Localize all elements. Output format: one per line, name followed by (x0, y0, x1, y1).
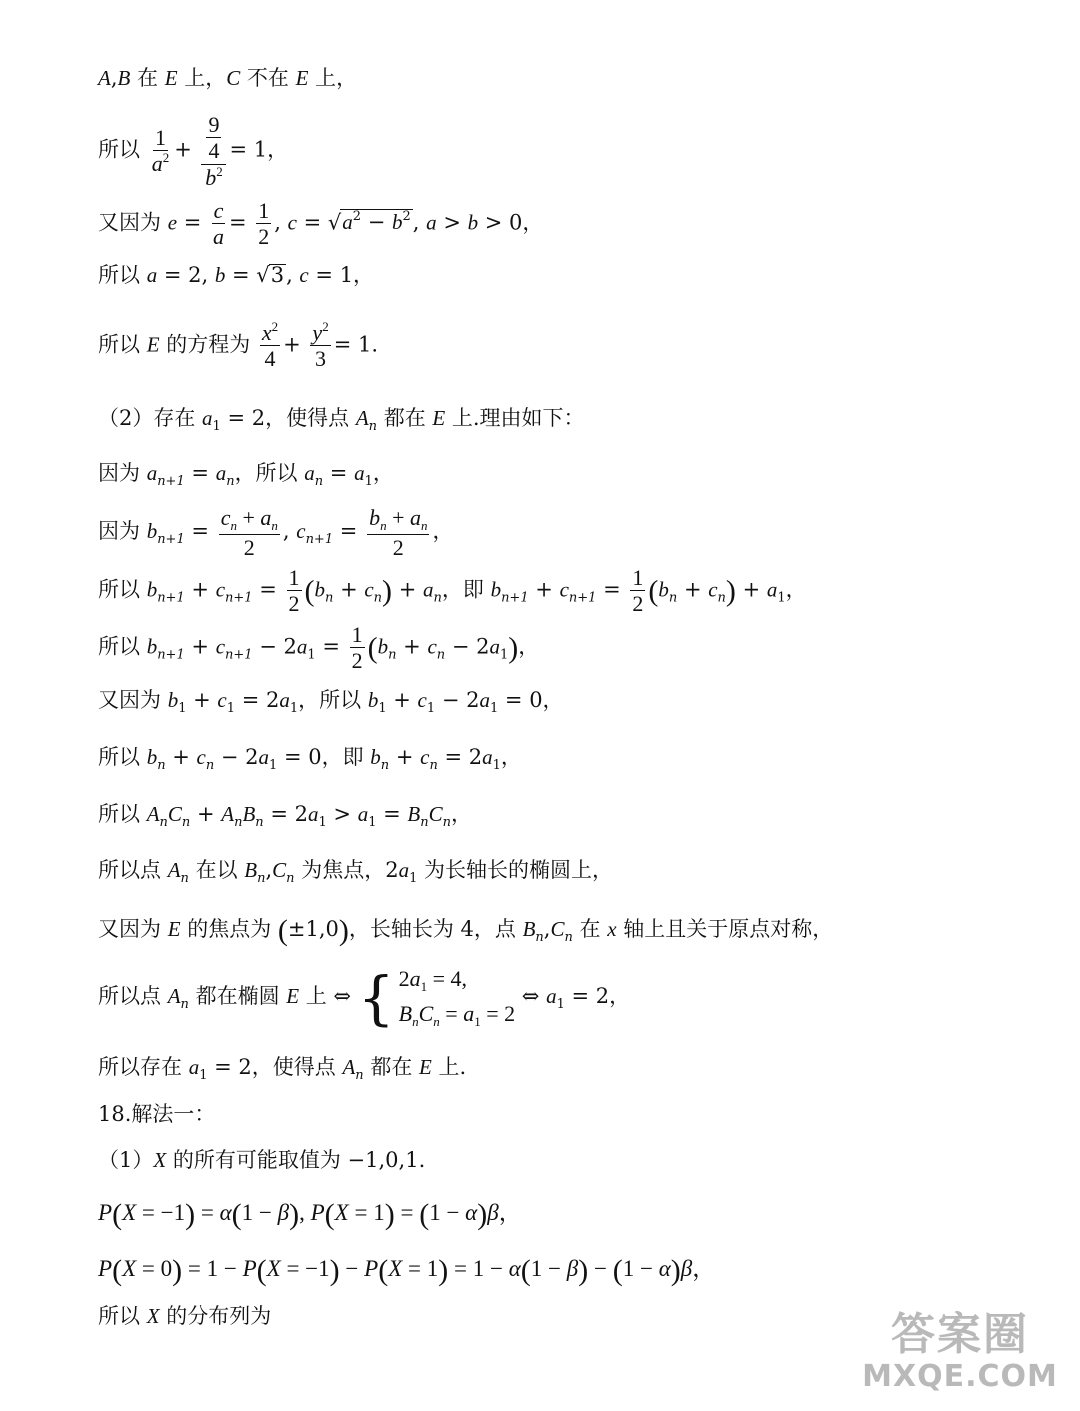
solution-line-17: 所以存在 $a_1 = 2$，使得点 $A_n$ 都在 E 上. (98, 1055, 467, 1083)
solution-line-19: （1）X 的所有可能取值为 −1,0,1. (98, 1148, 426, 1172)
solution-line-5: 所以 E 的方程为 $\frac{x^2}{4}$ + $\frac{y^2}{3}$ = 1. (98, 319, 378, 372)
solution-line-9: 所以 $b_{n+1} + c_{n+1}$ = $\frac{1}{2}$ $(b_n + c_n) + a_n$，即 $b_{n+1} + c_{n+1}$ = $\frac{1}{2}$ $(b_n + c_n) + a_1$， (98, 565, 807, 617)
solution-line-10: 所以 $b_{n+1} + c_{n+1} - 2a_1$ = $\frac{1}{2}$ $(b_n + c_n - 2a_1)$， (98, 622, 540, 674)
solution-line-15: 又因为 E 的焦点为 (±1,0)，长轴长为 4，点 $B_n,C_n$ 在 x 轴上且关于原点对称， (98, 914, 834, 947)
solution-line-13: 所以 $A_nC_n + A_nB_n = 2a_1 > a_1 = B_nC_n$， (98, 802, 473, 830)
watermark-logo-domain: MXQE.COM (862, 1359, 1058, 1394)
solution-line-16: 所以点 $A_n$ 都在椭圆 E 上 ⇔ { $2a_1 = 4$, $B_nC_n = a_1 = 2$ ⇔ $a_1 = 2$， (98, 964, 631, 1032)
solution-line-20: P(X = −1) = α(1 − β), P(X = 1) = (1 − α)β， (98, 1198, 522, 1231)
watermark-logo-text: 答案圈 (891, 1309, 1029, 1360)
watermark-logo (860, 1311, 1060, 1403)
solution-line-4: 所以 a = 2, b = √3, c = 1， (98, 263, 375, 287)
solution-line-6: （2）存在 $a_1 = 2$，使得点 $A_n$ 都在 E 上.理由如下： (98, 406, 585, 434)
solution-line-11: 又因为 $b_1 + c_1 = 2a_1$，所以 $b_1 + c_1 - 2a_1 = 0$， (98, 688, 564, 716)
solution-line-7: 因为 $a_{n+1} = a_n$，所以 $a_n = a_1$， (98, 461, 394, 489)
solution-line-14: 所以点 $A_n$ 在以 $B_n,C_n$ 为焦点，$2a_1$ 为长轴长的椭圆上， (98, 858, 614, 886)
solution-line-8: 因为 $b_{n+1}$ = $\frac{c_n + a_n}{2}$ , $c_{n+1}$ = $\frac{b_n + a_n}{2}$ ， (98, 505, 454, 560)
solution-line-2: 所以 $\frac{1}{a^2}$ + $\frac{\frac{9}{4}}{b^2}$ = 1， (98, 112, 289, 190)
solution-line-1: A,B 在 E 上，C 不在 E 上， (98, 66, 358, 90)
solution-line-18: 18.解法一： (98, 1102, 216, 1126)
solution-line-21: P(X = 0) = 1 − P(X = −1) − P(X = 1) = 1 − α(1 − β) − (1 − α)β， (98, 1254, 716, 1287)
solution-line-3: 又因为 e = $\frac{c}{a}$ = $\frac{1}{2}$ , $c = √a^2 - b^2$, a > b > 0， (98, 198, 544, 250)
solution-line-12: 所以 $b_n + c_n - 2a_1 = 0$，即 $b_n + c_n = 2a_1$， (98, 745, 522, 773)
solution-line-22: 所以 X 的分布列为 (98, 1304, 272, 1328)
